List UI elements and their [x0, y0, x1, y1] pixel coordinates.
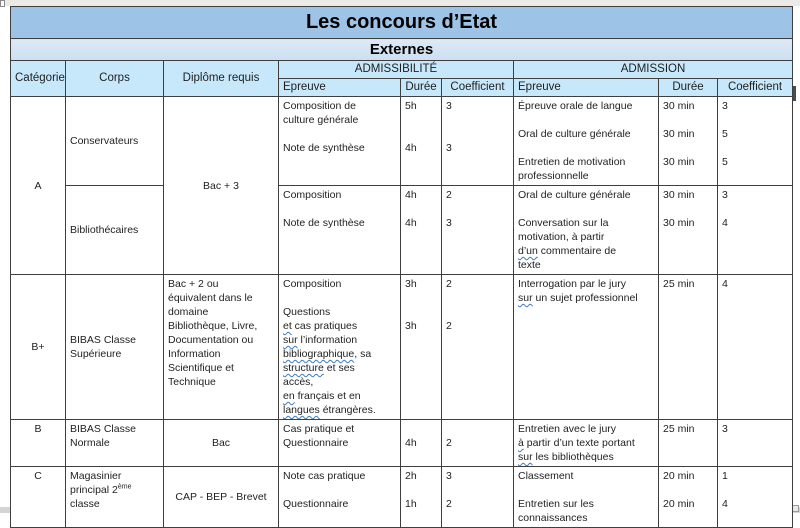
header-admissibilite[interactable]: ADMISSIBILITÉ — [279, 61, 514, 79]
cell-admission-epreuve[interactable]: Oral de culture générale Conversation sur la motivation, à partir d’un commentaire de texte — [514, 186, 659, 275]
cell-admissibilite-coefficient[interactable]: 2 3 — [442, 186, 514, 275]
page-subtitle: Externes — [11, 39, 793, 61]
cell-admissibilite-coefficient[interactable]: 3 3 — [442, 97, 514, 186]
cell-admissibilite-epreuve[interactable]: Composition de culture générale Note de synthèse — [279, 97, 401, 186]
row-c-magasinier — [11, 467, 793, 528]
cell-admissibilite-epreuve[interactable]: Composition Questions et cas pratiques sur l’information bibliographique, sa structure et ses accès, en français et en langues étrangères. — [279, 275, 401, 420]
header-admissibilite-duree[interactable]: Durée — [401, 79, 442, 97]
cell-admission-duree[interactable]: 30 min 30 min 30 min — [659, 97, 718, 186]
cell-admission-epreuve[interactable]: Classement Entretien sur les connaissances — [514, 467, 659, 528]
cell-admission-epreuve[interactable]: Entretien avec le jury à partir d’un texte portant sur les bibliothèques — [514, 420, 659, 467]
cell-categorie-c[interactable]: C — [11, 467, 66, 528]
selection-handle-right[interactable] — [793, 86, 796, 101]
header-row-groups — [11, 61, 793, 79]
cell-admissibilite-epreuve[interactable]: Note cas pratique Questionnaire — [279, 467, 401, 528]
cell-corps-conservateurs[interactable]: Conservateurs — [66, 97, 164, 186]
concours-etat-table[interactable] — [10, 6, 793, 528]
row-a-conservateurs — [11, 97, 793, 186]
row-a-bibliothecaires — [11, 186, 793, 275]
cell-admissibilite-duree[interactable]: 4h — [401, 420, 442, 467]
header-admission[interactable]: ADMISSION — [514, 61, 793, 79]
table-body — [11, 97, 793, 528]
cell-diplome-bac-2[interactable]: Bac + 2 ou équivalent dans le domaine Bibliothèque, Livre, Documentation ou Information Scientifique et Technique — [164, 275, 279, 420]
cell-corps-magasinier[interactable]: Magasinier principal 2ème classe — [66, 467, 164, 528]
header-categorie[interactable]: Catégorie — [11, 61, 66, 97]
cell-categorie-a[interactable]: A — [11, 97, 66, 275]
cell-diplome-bac-3[interactable]: Bac + 3 — [164, 97, 279, 275]
cell-admissibilite-duree[interactable]: 4h 4h — [401, 186, 442, 275]
selection-handle-bottom-right[interactable] — [792, 505, 799, 512]
header-admissibilite-epreuve[interactable]: Epreuve — [279, 79, 401, 97]
cell-admissibilite-coefficient[interactable]: 2 2 — [442, 275, 514, 420]
cell-corps-bibas-normale[interactable]: BIBAS Classe Normale — [66, 420, 164, 467]
cell-admission-epreuve[interactable]: Épreuve orale de langue Oral de culture générale Entretien de motivation professionnelle — [514, 97, 659, 186]
cell-diplome-cap-bep-brevet[interactable]: CAP - BEP - Brevet — [164, 467, 279, 528]
cell-categorie-b-plus[interactable]: B+ — [11, 275, 66, 420]
cell-corps-bibas-superieure[interactable]: BIBAS Classe Supérieure — [66, 275, 164, 420]
header-admissibilite-coefficient[interactable]: Coefficient — [442, 79, 514, 97]
cell-admission-duree[interactable]: 25 min — [659, 420, 718, 467]
cell-admission-coefficient[interactable]: 4 — [718, 275, 793, 420]
cell-admissibilite-coefficient[interactable]: 3 2 — [442, 467, 514, 528]
header-admission-duree[interactable]: Durée — [659, 79, 718, 97]
cell-diplome-bac[interactable]: Bac — [164, 420, 279, 467]
cell-admission-coefficient[interactable]: 3 — [718, 420, 793, 467]
table-subtitle-row — [11, 39, 793, 61]
cell-categorie-b[interactable]: B — [11, 420, 66, 467]
cell-admissibilite-epreuve[interactable]: Composition Note de synthèse — [279, 186, 401, 275]
header-admission-coefficient[interactable]: Coefficient — [718, 79, 793, 97]
cell-admission-epreuve[interactable]: Interrogation par le jury sur un sujet professionnel — [514, 275, 659, 420]
selection-handle-top-left[interactable] — [0, 0, 5, 7]
cell-admissibilite-duree[interactable]: 2h 1h — [401, 467, 442, 528]
header-admission-epreuve[interactable]: Epreuve — [514, 79, 659, 97]
cell-admission-duree[interactable]: 20 min 20 min — [659, 467, 718, 528]
header-diplome-requis[interactable]: Diplôme requis — [164, 61, 279, 97]
row-b-plus-bibas-superieure — [11, 275, 793, 420]
row-b-bibas-normale — [11, 420, 793, 467]
cell-admission-duree[interactable]: 30 min 30 min — [659, 186, 718, 275]
table-title-row — [11, 7, 793, 39]
cell-admission-duree[interactable]: 25 min — [659, 275, 718, 420]
cell-admissibilite-coefficient[interactable]: 2 — [442, 420, 514, 467]
cell-admissibilite-duree[interactable]: 3h 3h — [401, 275, 442, 420]
page-title: Les concours d’Etat — [11, 7, 793, 39]
cell-admission-coefficient[interactable]: 3 5 5 — [718, 97, 793, 186]
cell-corps-bibliothecaires[interactable]: Bibliothécaires — [66, 186, 164, 275]
cell-admissibilite-epreuve[interactable]: Cas pratique et Questionnaire — [279, 420, 401, 467]
header-corps[interactable]: Corps — [66, 61, 164, 97]
cell-admissibilite-duree[interactable]: 5h 4h — [401, 97, 442, 186]
cell-admission-coefficient[interactable]: 3 4 — [718, 186, 793, 275]
cell-admission-coefficient[interactable]: 1 4 — [718, 467, 793, 528]
